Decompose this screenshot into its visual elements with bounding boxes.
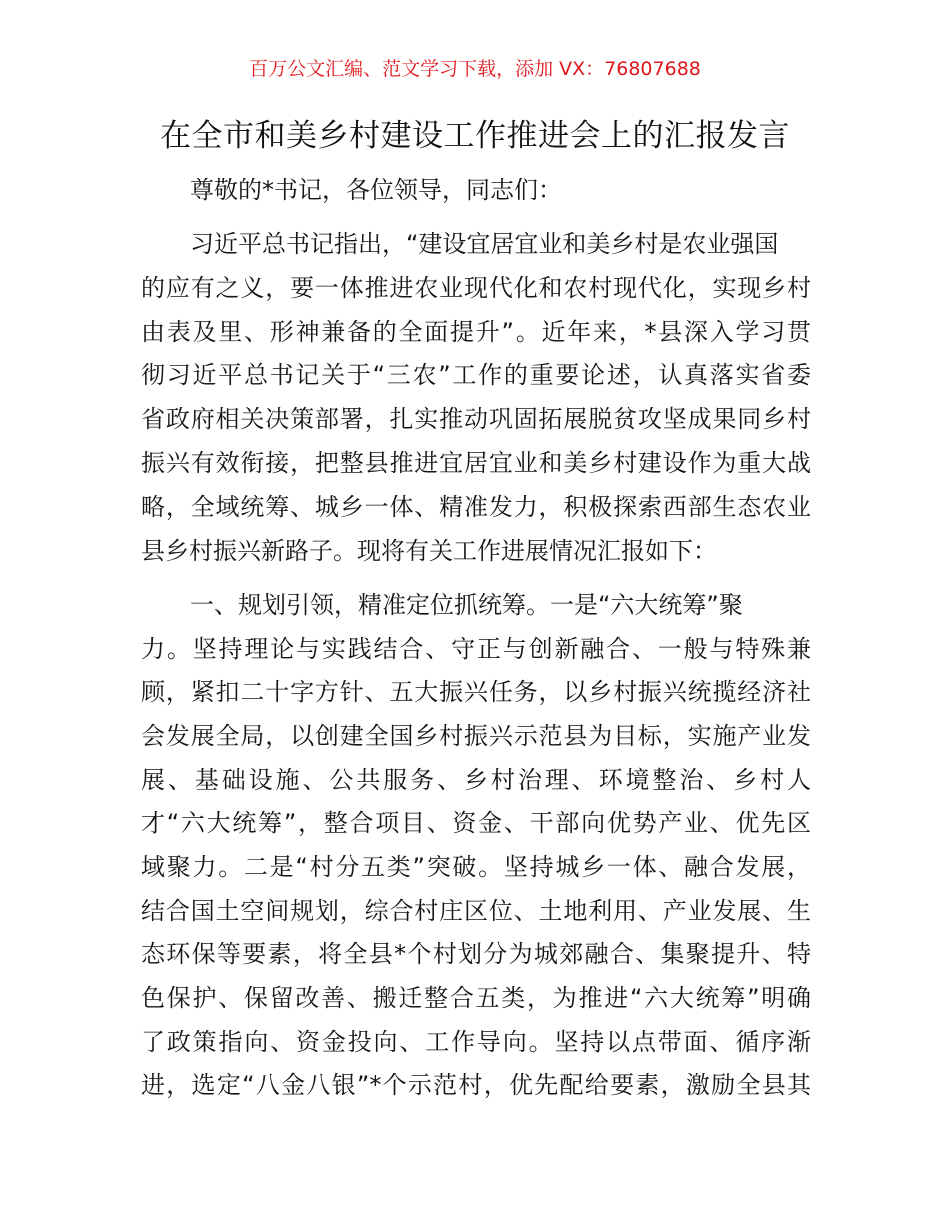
paragraph-line: 的应有之义，要一体推进农业现代化和农村现代化，实现乡村: [141, 274, 811, 302]
paragraph-line: 习近平总书记指出，“建设宜居宜业和美乡村是农业强国: [190, 230, 779, 258]
paragraph-line: 态环保等要素，将全县*个村划分为城郊融合、集聚提升、特: [141, 940, 811, 968]
paragraph-line: 会发展全局，以创建全国乡村振兴示范县为目标，实施产业发: [141, 722, 811, 750]
paragraph-line: 力。坚持理论与实践结合、守正与创新融合、一般与特殊兼: [141, 635, 811, 663]
paragraph-line: 域聚力。二是“村分五类”突破。坚持城乡一体、融合发展，: [141, 853, 811, 881]
paragraph-line: 彻习近平总书记关于“三农”工作的重要论述，认真落实省委: [141, 361, 811, 389]
paragraph-line: 振兴有效衔接，把整县推进宜居宜业和美乡村建设作为重大战: [141, 449, 811, 477]
paragraph-line: 顾，紧扣二十字方针、五大振兴任务，以乡村振兴统揽经济社: [141, 678, 811, 706]
paragraph-line: 才“六大统筹”，整合项目、资金、干部向优势产业、优先区: [141, 809, 811, 837]
paragraph-line: 了政策指向、资金投向、工作导向。坚持以点带面、循序渐: [141, 1028, 811, 1056]
paragraph-line: 县乡村振兴新路子。现将有关工作进展情况汇报如下：: [141, 537, 717, 565]
paragraph-line: 进，选定“八金八银”*个示范村，优先配给要素，激励全县其: [141, 1071, 811, 1099]
paragraph-line: 一、规划引领，精准定位抓统筹。一是“六大统筹”聚: [190, 591, 743, 619]
paragraph-line: 由表及里、形神兼备的全面提升”。近年来，*县深入学习贯: [141, 318, 811, 346]
paragraph-line: 结合国土空间规划，综合村庄区位、土地利用、产业发展、生: [141, 897, 811, 925]
paragraph-line: 略，全域统筹、城乡一体、精准发力，积极探索西部生态农业: [141, 493, 811, 521]
salutation: 尊敬的*书记，各位领导，同志们：: [190, 176, 562, 204]
document-title: 在全市和美乡村建设工作推进会上的汇报发言: [160, 118, 790, 154]
paragraph-line: 省政府相关决策部署，扎实推动巩固拓展脱贫攻坚成果同乡村: [141, 405, 811, 433]
paragraph-line: 色保护、保留改善、搬迁整合五类，为推进“六大统筹”明确: [141, 984, 811, 1012]
paragraph-line: 展、基础设施、公共服务、乡村治理、环境整治、乡村人: [141, 766, 811, 794]
watermark-banner: 百万公文汇编、范文学习下载，添加 VX：76807688: [249, 58, 701, 80]
